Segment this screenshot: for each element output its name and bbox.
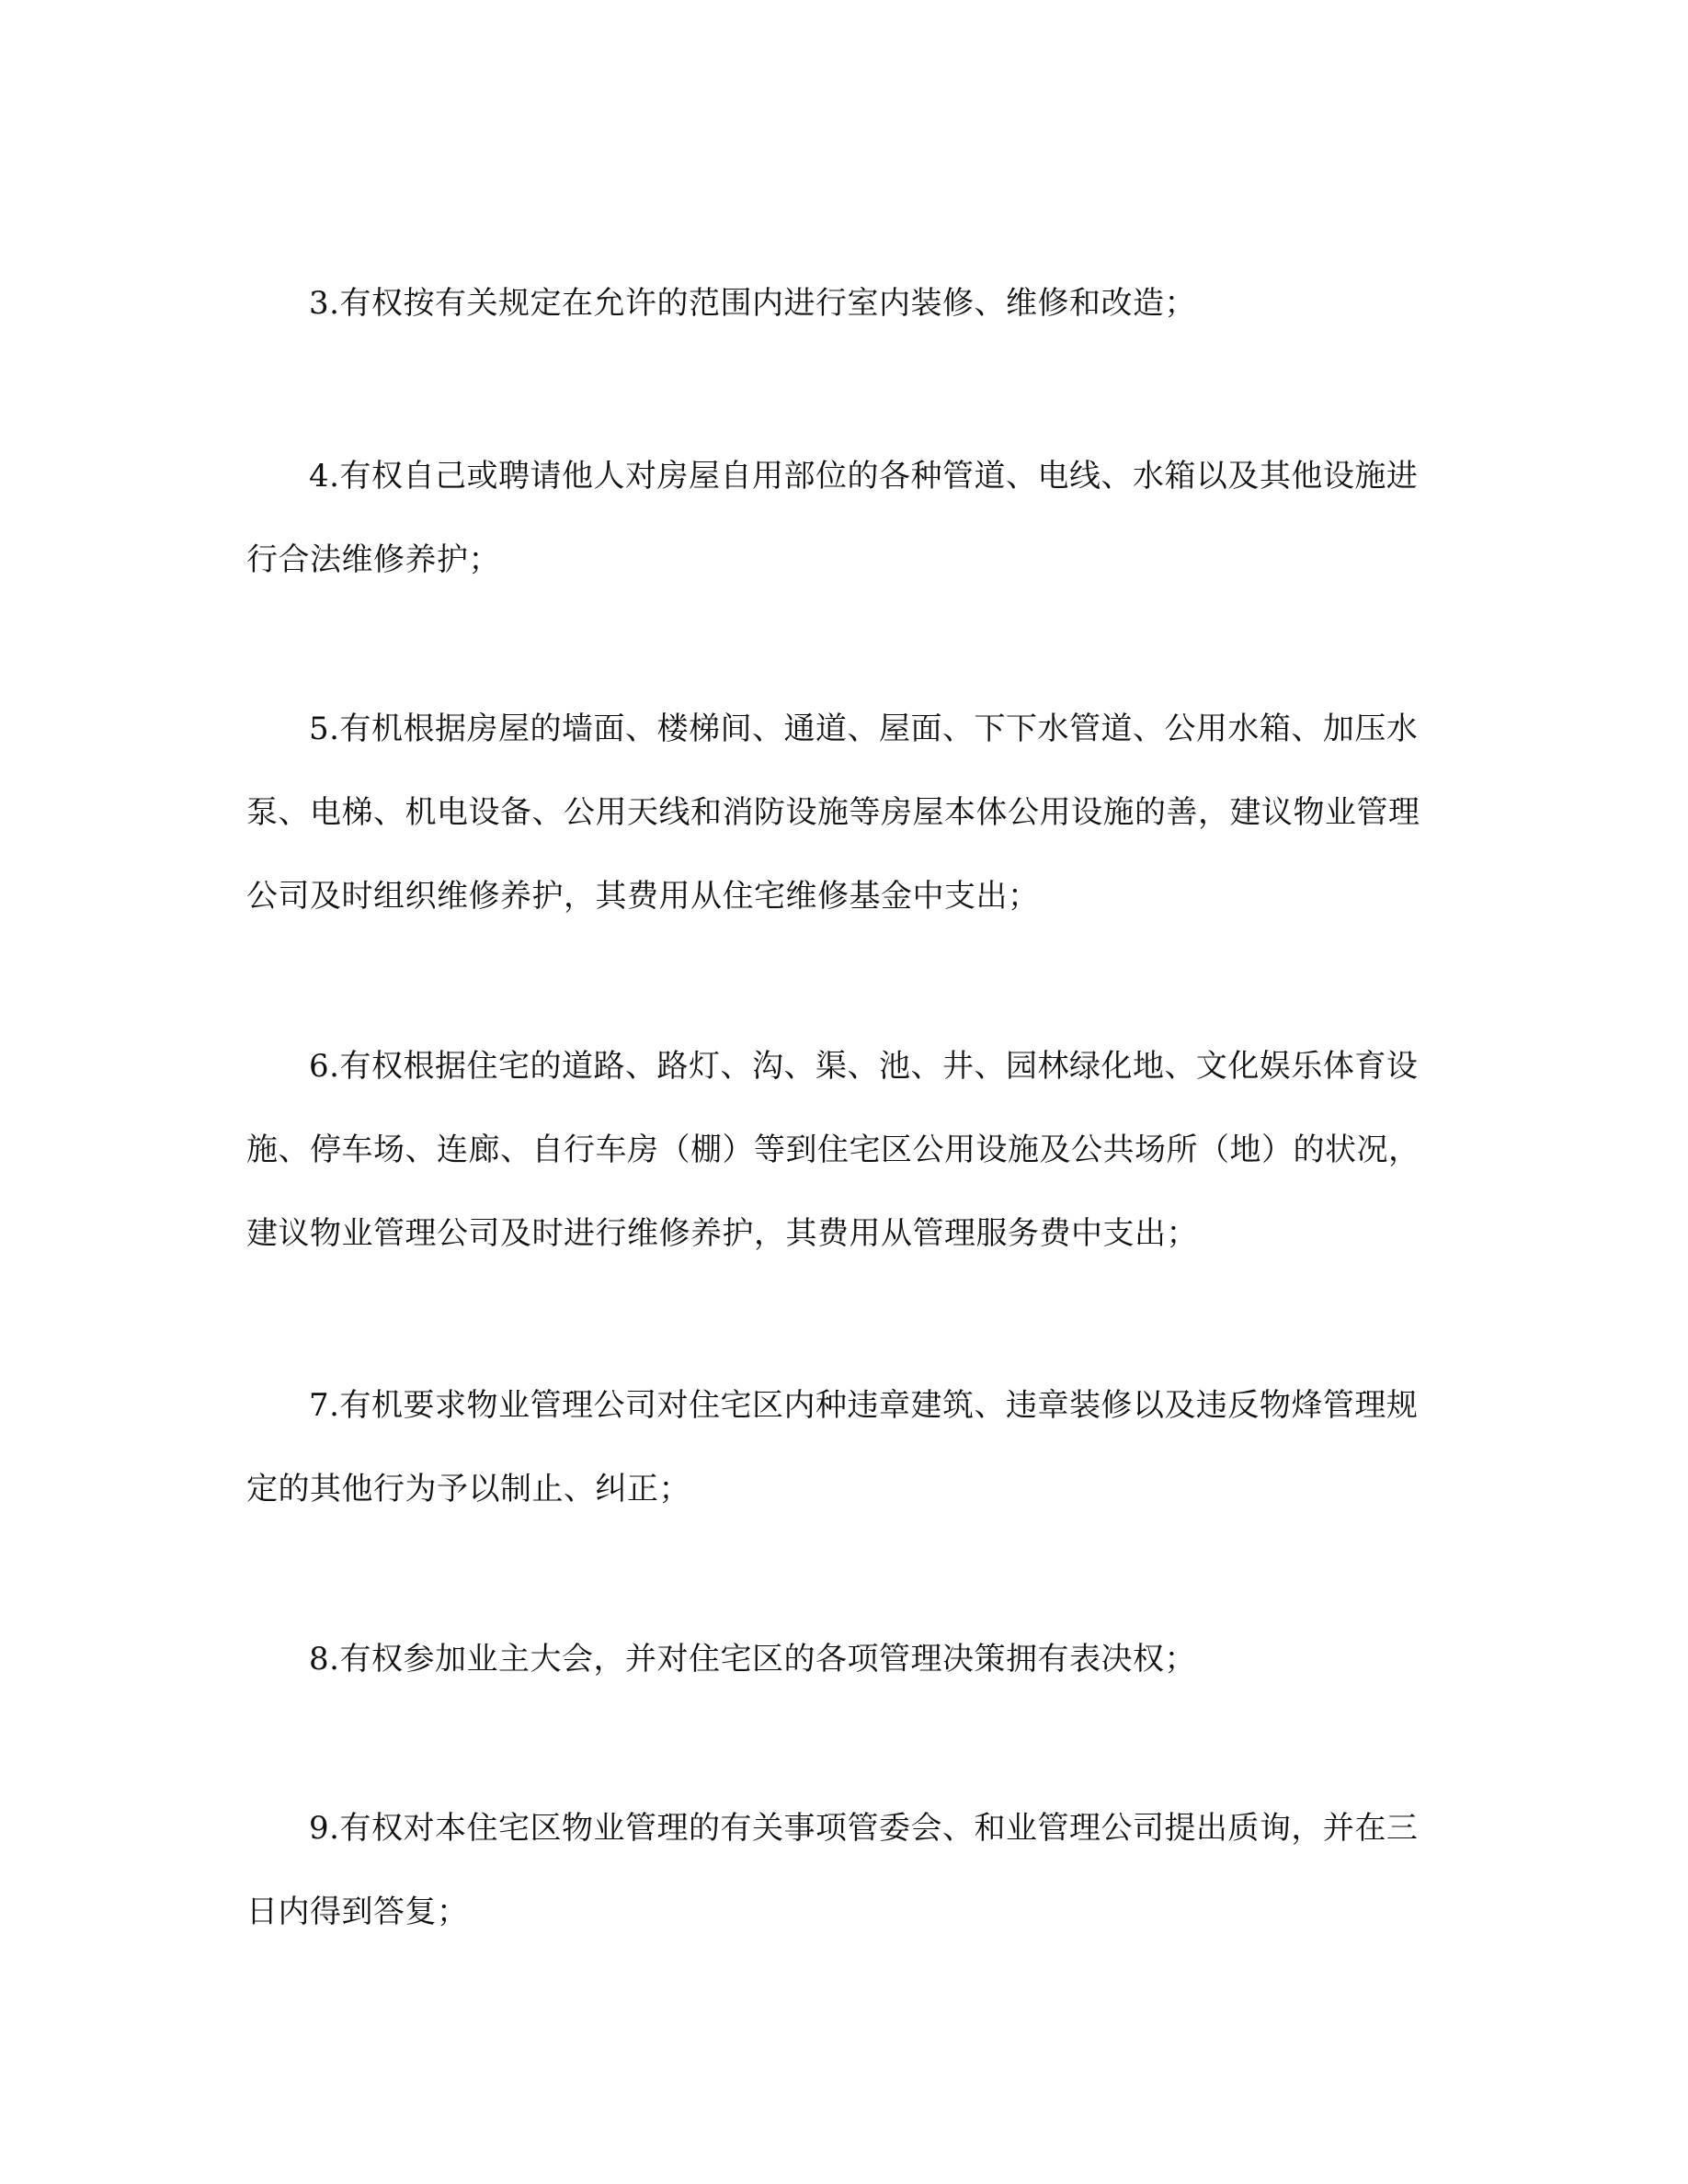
paragraph-item-9: 9.有权对本住宅区物业管理的有关事项管委会、和业管理公司提出质询，并在三日内得到答复； bbox=[246, 1810, 1419, 1930]
paragraph-item-3: 3.有权按有关规定在允许的范围内进行室内装修、维修和改造； bbox=[309, 285, 1196, 322]
paragraph-item-5: 5.有机根据房屋的墙面、楼梯间、通道、屋面、下下水管道、公用水箱、加压水泵、电梯、机电设备、公用天线和消防设施等房屋本体公用设施的善，建议物业管理公司及时组织维修养护，其费用从住宅维修基金中支出； bbox=[246, 711, 1420, 915]
paragraph-item-8: 8.有权参加业主大会，并对住宅区的各项管理决策拥有表决权； bbox=[309, 1641, 1196, 1678]
paragraph-item-7: 7.有机要求物业管理公司对住宅区内种违章建筑、违章装修以及违反物烽管理规定的其他行为予以制止、纠正； bbox=[246, 1387, 1419, 1507]
paragraph-item-6: 6.有权根据住宅的道路、路灯、沟、渠、池、井、园林绿化地、文化娱乐体育设施、停车场、连廊、自行车房（棚）等到住宅区公用设施及公共场所（地）的状况，建议物业管理公司及时进行维修养护，其费用从管理服务费中支出； bbox=[246, 1048, 1420, 1252]
paragraph-item-4: 4.有权自己或聘请他人对房屋自用部位的各种管道、电线、水箱以及其他设施进行合法维修养护； bbox=[246, 458, 1419, 578]
